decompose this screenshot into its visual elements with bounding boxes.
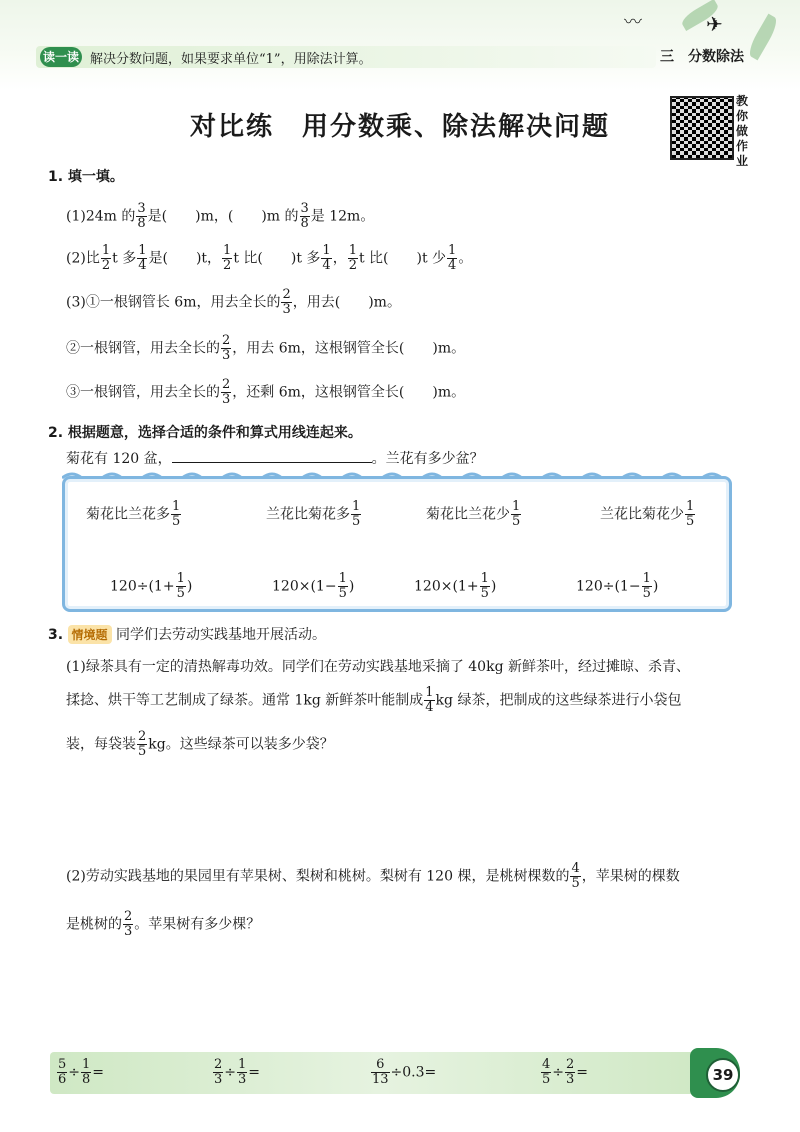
mental-math-item: $\frac{4}{5}$ ÷ $\frac{2}{3}$ =	[542, 1057, 589, 1087]
tip-badge: 读一读	[40, 47, 82, 67]
situation-badge: 情境题	[68, 625, 112, 644]
q1-part5: ③一根钢管，用去全长的 $\frac{2}{3}$ ，还剩 6m，这根钢管全长( )m。	[66, 377, 466, 407]
header-band	[0, 0, 800, 90]
tip-text: 解决分数问题，如果要求单位“1”，用除法计算。	[90, 52, 372, 67]
expression-option[interactable]: 120×(1+ $\frac{1}{5}$ )	[414, 571, 497, 601]
q2-stem: 菊花有 120 盆， 。兰花有多少盆？	[66, 451, 484, 467]
mental-math-item: $\frac{2}{3}$ ÷ $\frac{1}{3}$ =	[214, 1057, 261, 1087]
q3-part1-line3: 装，每袋装 $\frac{2}{5}$ kg。这些绿茶可以装多少袋？	[66, 729, 334, 759]
condition-option[interactable]: 兰花比菊花少 $\frac{1}{5}$	[600, 499, 695, 529]
fraction: $\frac{1}{2}$	[348, 243, 357, 273]
bird-icon: ✈	[706, 12, 723, 36]
mental-math-item: $\frac{5}{6}$ ÷ $\frac{1}{8}$ =	[58, 1057, 105, 1087]
expression-option[interactable]: 120×(1− $\frac{1}{5}$ )	[272, 571, 355, 601]
q1-part4: ②一根钢管，用去全长的 $\frac{2}{3}$ ，用去 6m，这根钢管全长( )m。	[66, 333, 466, 363]
qr-label-char: 教	[736, 94, 749, 108]
expression-option[interactable]: 120÷(1− $\frac{1}{5}$ )	[576, 571, 659, 601]
qr-label	[736, 94, 754, 169]
q3-heading: 3. 情境题 同学们去劳动实践基地开展活动。	[48, 627, 326, 643]
chapter-label: 三 分数除法	[660, 49, 744, 65]
fraction: $\frac{2}{3}$	[282, 287, 291, 317]
bird-icon: 〰	[624, 12, 642, 33]
expression-option[interactable]: 120÷(1+ $\frac{1}{5}$ )	[110, 571, 193, 601]
condition-option[interactable]: 菊花比兰花少 $\frac{1}{5}$	[426, 499, 521, 529]
answer-blank[interactable]	[172, 462, 372, 463]
q1-part2: (2)比 $\frac{1}{2}$ t 多 $\frac{1}{4}$ 是( )t， $\frac{1}{2}$ t 比( )t 多 $\frac{1}{4}$ ， $\frac{1}{2}$ t 比( )t 少 $\frac{1}{4}$ 。	[66, 243, 473, 273]
answer-area[interactable]	[66, 950, 756, 1040]
page-number: 39	[706, 1058, 740, 1092]
q1-part1: (1)24m 的 $\frac{3}{8}$ 是( )m，( )m 的 $\frac{3}{8}$ 是 12m。	[66, 201, 375, 231]
page-title: 对比练 用分数乘、除法解决问题	[189, 112, 610, 142]
fraction: $\frac{3}{8}$	[137, 201, 146, 231]
condition-option[interactable]: 菊花比兰花多 $\frac{1}{5}$	[86, 499, 181, 529]
q3-part2-line2: 是桃树的 $\frac{2}{3}$ 。苹果树有多少棵？	[66, 909, 261, 939]
q2-heading: 2. 根据题意，选择合适的条件和算式用线连起来。	[48, 425, 362, 441]
mental-math-item: $\frac{6}{13}$ ÷0.3=	[372, 1057, 437, 1087]
fraction: $\frac{2}{3}$	[222, 377, 231, 407]
fraction: $\frac{1}{4}$	[448, 243, 457, 273]
fraction: $\frac{1}{4}$	[138, 243, 147, 273]
fraction: $\frac{1}{2}$	[101, 243, 111, 273]
condition-option[interactable]: 兰花比菊花多 $\frac{1}{5}$	[266, 499, 361, 529]
qr-label-char: 你	[736, 109, 749, 123]
q3-part1-line1: (1)绿茶具有一定的清热解毒功效。同学们在劳动实践基地采摘了 40kg 新鲜茶叶，经过摊晾、杀青、	[66, 659, 690, 675]
qr-label-char: 做	[736, 124, 749, 138]
fraction: $\frac{2}{3}$	[222, 333, 231, 363]
qr-label-char: 业	[736, 154, 749, 168]
q1-heading: 1. 填一填。	[48, 169, 124, 185]
answer-area[interactable]	[66, 770, 756, 850]
qr-code-icon[interactable]	[670, 96, 734, 160]
fraction: $\frac{1}{4}$	[322, 243, 331, 273]
fraction: $\frac{3}{8}$	[300, 201, 309, 231]
qr-label-char: 作	[736, 139, 749, 153]
q3-part1-line2: 揉捻、烘干等工艺制成了绿茶。通常 1kg 新鲜茶叶能制成 $\frac{1}{4}$ kg 绿茶，把制成的这些绿茶进行小袋包	[66, 685, 682, 715]
fraction: $\frac{1}{2}$	[223, 243, 232, 273]
q3-part2-line1: (2)劳动实践基地的果园里有苹果树、梨树和桃树。梨树有 120 棵，是桃树棵数的 $\frac{4}{5}$ ，苹果树的棵数	[66, 861, 680, 891]
q1-part3: (3)①一根钢管长 6m，用去全长的 $\frac{2}{3}$ ，用去( )m。	[66, 287, 401, 317]
